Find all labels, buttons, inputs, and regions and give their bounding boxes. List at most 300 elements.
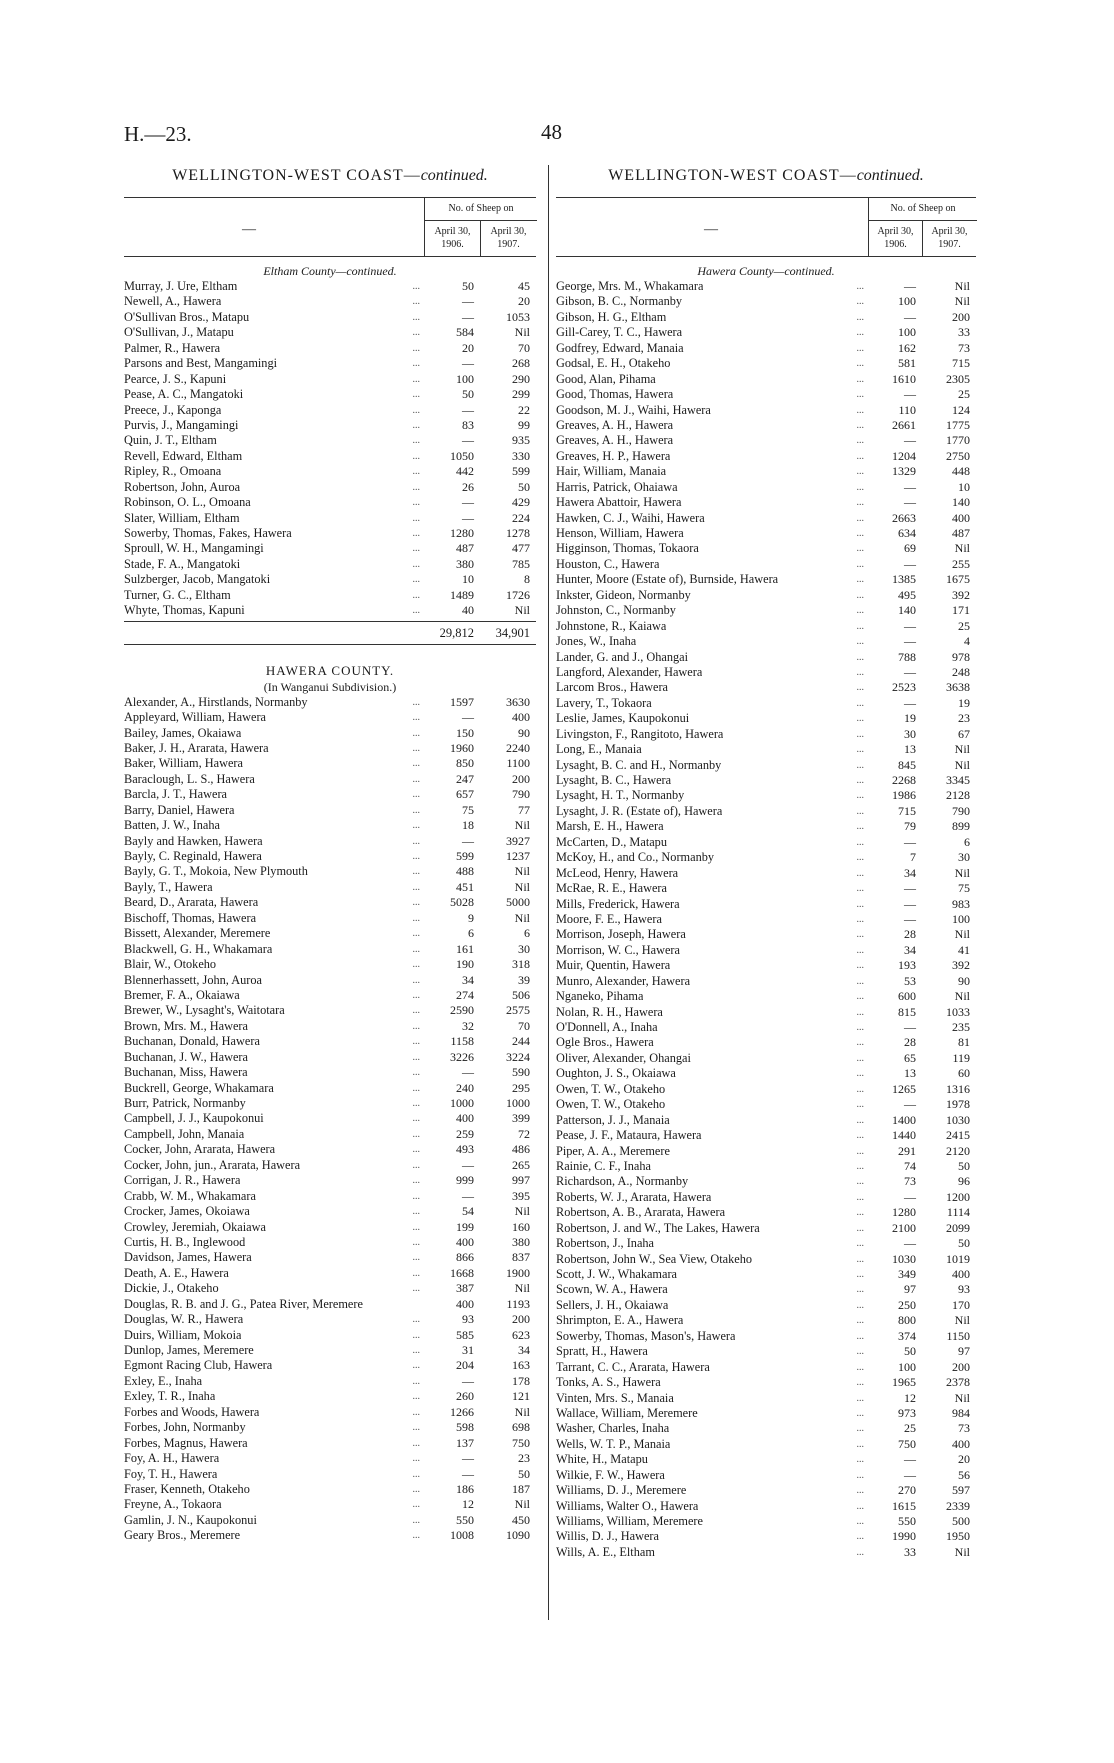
sheep-1907: 265 xyxy=(512,1157,530,1172)
owner-name: Tonks, A. S., Hawera xyxy=(556,1375,661,1390)
sheep-1906: 93 xyxy=(462,1312,474,1327)
owner-name: Lysaght, J. R. (Estate of), Hawera xyxy=(556,803,723,818)
sheep-1907: Nil xyxy=(954,927,970,942)
leader-dots: ... xyxy=(856,419,864,431)
leader-dots: ... xyxy=(412,1098,420,1109)
leader-dots: ... xyxy=(412,1113,420,1125)
sheep-1906: 140 xyxy=(898,603,916,618)
table-row xyxy=(124,1297,536,1312)
owner-name: Campbell, J. J., Kaupokonui xyxy=(124,1111,264,1126)
owner-name: Freyne, A., Tokaora xyxy=(124,1497,222,1512)
sheep-1907: 984 xyxy=(952,1405,970,1420)
report-code: H.—23. xyxy=(124,122,192,146)
leader-dots: ... xyxy=(412,605,420,617)
table-row xyxy=(124,1482,536,1497)
sheep-1907: Nil xyxy=(954,1313,970,1328)
owner-name: Exley, E., Inaha xyxy=(124,1373,203,1388)
leader-dots: ... xyxy=(412,373,420,385)
sheep-1906: 581 xyxy=(898,356,916,371)
leader-dots: ... xyxy=(412,1375,420,1387)
owner-name: Douglas, R. B. and J. G., Patea River, Meremere xyxy=(124,1296,363,1311)
leader-dots: ... xyxy=(856,1392,864,1404)
owner-name: Appleyard, William, Hawera xyxy=(124,710,267,725)
leader-dots: ... xyxy=(412,296,420,308)
leader-dots: ... xyxy=(856,697,864,709)
sheep-1907: 1278 xyxy=(506,526,530,540)
sheep-1907: 75 xyxy=(958,881,970,896)
sheep-1907: 163 xyxy=(512,1358,530,1373)
sheep-1907: 3927 xyxy=(506,833,530,848)
section-subheading: (In Wanganui Subdivision.) xyxy=(263,679,397,694)
leader-dots: ... xyxy=(412,1067,420,1079)
leader-dots: ... xyxy=(412,1144,420,1156)
owner-name: Lander, G. and J., Ohangai xyxy=(556,649,688,664)
sheep-1906: 26 xyxy=(462,479,474,494)
sheep-1906: 28 xyxy=(904,1035,916,1050)
owner-name: Bischoff, Thomas, Hawera xyxy=(124,910,257,925)
sheep-1907: 790 xyxy=(512,787,530,802)
sheep-1907: 318 xyxy=(512,957,530,972)
sheep-1907: 45 xyxy=(518,279,530,293)
owner-name: Alexander, A., Hirstlands, Normanby xyxy=(124,694,308,709)
leader-dots: ... xyxy=(856,1052,864,1064)
owner-name: Shrimpton, E. A., Hawera xyxy=(556,1313,684,1328)
table-row xyxy=(556,1066,976,1081)
leader-dots: ... xyxy=(856,759,864,771)
sheep-1907: 597 xyxy=(952,1483,970,1498)
sheep-1907: 30 xyxy=(518,941,530,956)
owner-name: Greaves, A. H., Hawera xyxy=(556,433,674,448)
leader-dots: ... xyxy=(412,311,420,323)
owner-name: Sowerby, Thomas, Mason's, Hawera xyxy=(556,1328,736,1343)
sheep-1907: 3630 xyxy=(506,694,530,709)
sheep-1906: 34 xyxy=(462,972,474,987)
sheep-1907: Nil xyxy=(954,742,970,757)
owner-name: Whyte, Thomas, Kapuni xyxy=(124,603,245,618)
sheep-1906: — xyxy=(904,1189,916,1204)
table-row xyxy=(124,942,536,957)
sheep-1906: — xyxy=(462,356,474,371)
sheep-1906: 973 xyxy=(898,1405,916,1420)
sheep-1907: 96 xyxy=(958,1174,970,1189)
table-row xyxy=(124,818,536,833)
leader-dots: ... xyxy=(856,775,864,786)
leader-dots: ... xyxy=(856,1114,864,1126)
sheep-1906: 634 xyxy=(898,526,916,540)
sheep-1906: 999 xyxy=(456,1173,474,1188)
sheep-1907: 50 xyxy=(518,1466,530,1481)
owner-name: Robertson, John, Auroa xyxy=(124,479,241,494)
sheep-1907: 50 xyxy=(518,479,530,494)
leader-dots: ... xyxy=(856,929,864,941)
sheep-1907: 20 xyxy=(518,294,530,309)
owner-name: Baker, William, Hawera xyxy=(124,756,243,771)
sheep-1906: 79 xyxy=(904,819,916,834)
sheep-1907: 187 xyxy=(512,1481,530,1496)
sheep-1907: Nil xyxy=(954,279,970,293)
sheep-1907: 392 xyxy=(952,587,970,602)
sheep-1906: 657 xyxy=(456,787,474,802)
table-row xyxy=(124,1250,536,1265)
leader-dots: ... xyxy=(856,389,864,401)
table-row xyxy=(124,926,536,941)
sheep-1906: 34 xyxy=(904,942,916,957)
leader-dots: ... xyxy=(412,1468,420,1480)
table-row xyxy=(124,1358,536,1373)
owner-name: McLeod, Henry, Hawera xyxy=(556,865,679,880)
sheep-1906: 2100 xyxy=(892,1220,916,1235)
table-row xyxy=(556,835,976,850)
sheep-1907: 6 xyxy=(964,834,970,849)
sheep-1906: — xyxy=(462,1065,474,1080)
sheep-1907: 1000 xyxy=(506,1096,530,1110)
owner-name: Forbes, Magnus, Hawera xyxy=(124,1435,248,1450)
table-row xyxy=(556,881,976,896)
sheep-1907: 119 xyxy=(952,1050,970,1065)
sheep-1907: 124 xyxy=(952,402,970,417)
sheep-1906: 18 xyxy=(462,818,474,833)
leader-dots: ... xyxy=(412,851,420,862)
leader-dots: ... xyxy=(856,867,864,879)
owner-name: Death, A. E., Hawera xyxy=(124,1265,229,1280)
sheep-1907: 6 xyxy=(524,926,530,941)
owner-name: Lysaght, B. C. and H., Normanby xyxy=(556,757,722,772)
owner-name: Long, E., Manaia xyxy=(556,742,642,757)
sheep-1906: — xyxy=(904,618,916,633)
owner-name: Henson, William, Hawera xyxy=(556,526,684,540)
sheep-1907: 97 xyxy=(958,1344,970,1359)
leader-dots: ... xyxy=(856,1222,864,1234)
sheep-1906: 50 xyxy=(462,387,474,402)
owner-name: Scown, W. A., Hawera xyxy=(556,1282,668,1297)
table-row xyxy=(124,356,536,371)
owner-name: Houston, C., Hawera xyxy=(556,556,660,571)
leader-dots: ... xyxy=(412,1483,420,1495)
right-column xyxy=(556,165,976,1560)
table-row xyxy=(556,958,976,973)
sheep-1907: 70 xyxy=(518,340,530,355)
table-row xyxy=(124,403,536,418)
leader-dots: ... xyxy=(856,728,864,740)
owner-name: Richardson, A., Normanby xyxy=(556,1174,689,1189)
leader-dots: ... xyxy=(412,1082,420,1094)
table-row xyxy=(556,650,976,665)
sheep-1906: 28 xyxy=(904,927,916,942)
table-row xyxy=(556,742,976,757)
sheep-1907: 1978 xyxy=(946,1097,970,1112)
leader-dots: ... xyxy=(412,512,420,524)
leader-dots: ... xyxy=(856,605,864,617)
table-row xyxy=(556,403,976,418)
leader-dots: ... xyxy=(856,1238,864,1250)
sheep-1907: 2339 xyxy=(946,1498,970,1513)
sheep-1906: 97 xyxy=(904,1282,916,1297)
table-row xyxy=(124,1420,536,1435)
sheep-1906: 2523 xyxy=(892,680,916,695)
table-row xyxy=(124,1374,536,1389)
table-row xyxy=(124,1328,536,1343)
table-row xyxy=(556,1313,976,1328)
sheep-1907: 244 xyxy=(512,1034,530,1049)
sheep-1907: 2575 xyxy=(506,1003,530,1018)
sheep-1906: 1615 xyxy=(892,1498,916,1513)
sheep-1907: 1030 xyxy=(946,1112,970,1127)
sheep-1906: 1965 xyxy=(892,1375,916,1390)
sheep-1906: — xyxy=(904,1452,916,1467)
table-row xyxy=(124,1050,536,1065)
sheep-1906: 845 xyxy=(898,757,916,772)
owner-name: Purvis, J., Mangamingi xyxy=(124,417,239,432)
table-row xyxy=(124,1343,536,1358)
sheep-1906: 2661 xyxy=(892,417,916,432)
sheep-1906: 193 xyxy=(898,958,916,973)
name-column-header: — xyxy=(704,222,718,237)
leader-dots: ... xyxy=(412,574,420,586)
owner-name: Buckrell, George, Whakamara xyxy=(124,1080,274,1095)
sheep-1907: Nil xyxy=(514,1281,530,1296)
sheep-1906: 400 xyxy=(456,1234,474,1249)
table-row xyxy=(556,1499,976,1514)
leader-dots: ... xyxy=(856,1377,864,1389)
owner-name: Campbell, John, Manaia xyxy=(124,1126,245,1141)
sheep-1906: 30 xyxy=(904,726,916,741)
table-row xyxy=(556,1144,976,1159)
sheep-1907: 100 xyxy=(952,911,970,926)
owner-name: Beard, D., Ararata, Hawera xyxy=(124,895,259,910)
sheep-1906: 13 xyxy=(904,1066,916,1081)
leader-dots: ... xyxy=(412,1206,420,1218)
owner-name: Curtis, H. B., Inglewood xyxy=(124,1234,246,1249)
sheep-1907: 255 xyxy=(952,556,970,571)
leader-dots: ... xyxy=(412,928,420,940)
table-row xyxy=(124,880,536,895)
owner-name: Crowley, Jeremiah, Okaiawa xyxy=(124,1219,266,1234)
sheep-1907: 1775 xyxy=(946,417,970,432)
sheep-1906: — xyxy=(904,634,916,649)
leader-dots: ... xyxy=(856,821,864,833)
table-row xyxy=(124,1189,536,1204)
leader-dots: ... xyxy=(412,804,420,816)
leader-dots: ... xyxy=(856,713,864,725)
table-row xyxy=(556,310,976,325)
sheep-1907: Nil xyxy=(954,757,970,772)
owner-name: Bailey, James, Okaiawa xyxy=(124,725,242,740)
owner-name: Jones, W., Inaha xyxy=(556,634,637,649)
leader-dots: ... xyxy=(856,1454,864,1466)
leader-dots: ... xyxy=(856,1006,864,1018)
table-row xyxy=(556,619,976,634)
table-header xyxy=(556,197,976,257)
owner-name: Tarrant, C. C., Ararata, Hawera xyxy=(556,1359,710,1374)
table-row xyxy=(556,433,976,448)
sheep-1906: 493 xyxy=(456,1142,474,1157)
sheep-1907: 56 xyxy=(958,1467,970,1482)
sheep-1906: 600 xyxy=(898,989,916,1004)
owner-name: Sulzberger, Jacob, Mangatoki xyxy=(124,572,271,587)
leader-dots: ... xyxy=(856,497,864,509)
table-row xyxy=(124,710,536,725)
table-row xyxy=(556,1406,976,1421)
sheep-1906: 53 xyxy=(904,973,916,988)
sheep-1907: 22 xyxy=(518,402,530,417)
leader-dots: ... xyxy=(412,481,420,493)
table-row xyxy=(556,572,976,587)
sheep-1907: 1100 xyxy=(506,756,530,771)
sheep-1906: 1990 xyxy=(892,1529,916,1544)
leader-dots: ... xyxy=(412,1437,420,1449)
sheep-1907: 8 xyxy=(524,572,530,587)
leader-dots: ... xyxy=(856,1068,864,1080)
sheep-1907: 2120 xyxy=(946,1143,970,1158)
leader-dots: ... xyxy=(856,1160,864,1172)
leader-dots: ... xyxy=(412,696,420,708)
leader-dots: ... xyxy=(412,1128,420,1140)
leader-dots: ... xyxy=(412,1514,420,1526)
sheep-1906: 6 xyxy=(468,926,474,941)
sheep-1907: 70 xyxy=(518,1018,530,1033)
sheep-1906: 3226 xyxy=(450,1049,474,1064)
leader-dots: ... xyxy=(856,1099,864,1111)
sheep-1906: — xyxy=(462,1157,474,1172)
sheep-1907: 200 xyxy=(952,309,970,324)
owner-name: Newell, A., Hawera xyxy=(124,294,222,309)
table-row xyxy=(124,1096,536,1111)
sheep-1906: 1400 xyxy=(892,1112,916,1127)
owner-name: Lysaght, H. T., Normanby xyxy=(556,788,685,803)
sheep-1907: Nil xyxy=(954,1390,970,1405)
table-row xyxy=(556,588,976,603)
owner-name: Quin, J. T., Eltham xyxy=(124,433,217,448)
table-row xyxy=(556,1344,976,1359)
table-row xyxy=(556,480,976,495)
leader-dots: ... xyxy=(412,450,420,462)
sheep-1907: 2750 xyxy=(946,448,970,463)
sheep-1907: 837 xyxy=(512,1250,530,1265)
leader-dots: ... xyxy=(412,466,420,478)
owner-name: Rainie, C. F., Inaha xyxy=(556,1158,651,1173)
owner-name: Pease, J. F., Mataura, Hawera xyxy=(556,1128,702,1143)
table-row xyxy=(556,1035,976,1050)
sheep-1907: 997 xyxy=(512,1173,530,1188)
leader-dots: ... xyxy=(856,1330,864,1342)
owner-name: Turner, G. C., Eltham xyxy=(124,587,231,602)
leader-dots: ... xyxy=(412,327,420,339)
owner-name: Roberts, W. J., Ararata, Hawera xyxy=(556,1189,712,1204)
year1-header: April 30, 1906. xyxy=(424,220,480,256)
sheep-1906: 1668 xyxy=(450,1265,474,1280)
sheep-1907: Nil xyxy=(514,864,530,879)
sheep-1906: 54 xyxy=(462,1204,474,1219)
leader-dots: ... xyxy=(856,1191,864,1203)
sheep-1906: 1986 xyxy=(892,788,916,803)
table-row xyxy=(556,974,976,989)
owner-name: Nganeko, Pihama xyxy=(556,989,644,1004)
owner-name: Barry, Daniel, Hawera xyxy=(124,802,235,817)
sheep-1906: 550 xyxy=(898,1514,916,1528)
owner-name: Gibson, B. C., Normanby xyxy=(556,294,683,309)
owner-name: Baraclough, L. S., Hawera xyxy=(124,771,255,786)
sheep-1907: 50 xyxy=(958,1158,970,1173)
sheep-1906: — xyxy=(462,1188,474,1203)
sheep-1907: 3638 xyxy=(946,680,970,695)
owner-name: Lavery, T., Tokaora xyxy=(556,695,652,710)
sheep-1907: 698 xyxy=(512,1420,530,1435)
sheep-1907: Nil xyxy=(954,865,970,880)
sheep-1907: 400 xyxy=(952,510,970,525)
leader-dots: ... xyxy=(856,543,864,555)
table-row xyxy=(124,557,536,572)
table-row xyxy=(556,1391,976,1406)
leader-dots: ... xyxy=(856,960,864,972)
owner-name: Inkster, Gideon, Normanby xyxy=(556,587,691,602)
table-row xyxy=(556,866,976,881)
table-row xyxy=(124,572,536,587)
sheep-1907: 140 xyxy=(952,495,970,510)
owner-name: Batten, J. W., Inaha xyxy=(124,818,220,833)
owner-name: Wells, W. T. P., Manaia xyxy=(556,1436,671,1451)
sheep-1907: Nil xyxy=(514,1497,530,1512)
sheep-1906: 5028 xyxy=(450,895,474,910)
sheep-1907: 487 xyxy=(952,526,970,540)
owner-name: Duirs, William, Mokoia xyxy=(124,1327,242,1342)
owner-name: Brewer, W., Lysaght's, Waitotara xyxy=(124,1003,285,1018)
leader-dots: ... xyxy=(856,1130,864,1142)
leader-dots: ... xyxy=(856,836,864,848)
sheep-1907: 33 xyxy=(958,325,970,340)
sheep-1907: Nil xyxy=(514,1204,530,1219)
leader-dots: ... xyxy=(412,1051,420,1063)
owner-name: Godfrey, Edward, Manaia xyxy=(556,340,684,355)
owner-name: Higginson, Thomas, Tokaora xyxy=(556,541,699,556)
sheep-1907: Nil xyxy=(514,1404,530,1419)
owner-name: Spratt, H., Hawera xyxy=(556,1344,648,1359)
sheep-1906: 1329 xyxy=(892,464,916,479)
owner-name: Exley, T. R., Inaha xyxy=(124,1389,216,1404)
sheep-1906: 400 xyxy=(456,1296,474,1311)
sheep-1907: 67 xyxy=(958,726,970,741)
table-row xyxy=(124,1266,536,1281)
owner-name: Robertson, John W., Sea View, Otakeho xyxy=(556,1251,752,1266)
leader-dots: ... xyxy=(856,512,864,524)
leader-dots: ... xyxy=(412,959,420,971)
table-row xyxy=(556,634,976,649)
sheep-1906: 100 xyxy=(898,294,916,309)
sheep-1907: 1090 xyxy=(506,1528,530,1543)
sheep-1907: 1675 xyxy=(946,572,970,587)
owner-name: Muir, Quentin, Hawera xyxy=(556,958,671,973)
sheep-1907: 178 xyxy=(512,1373,530,1388)
owner-name: Scott, J. W., Whakamara xyxy=(556,1267,678,1281)
leader-dots: ... xyxy=(856,1485,864,1497)
table-row xyxy=(556,1221,976,1236)
owner-name: Owen, T. W., Otakeho xyxy=(556,1097,666,1112)
section-heading: Hawera County—continued. xyxy=(697,264,835,278)
table-row xyxy=(124,1312,536,1327)
sheep-1907: 506 xyxy=(512,987,530,1002)
sheep-1907: 2128 xyxy=(946,788,970,803)
table-row xyxy=(124,1065,536,1080)
table-row xyxy=(124,1019,536,1034)
owner-name: Blennerhassett, John, Auroa xyxy=(124,972,262,987)
sheep-1907: 1726 xyxy=(506,587,530,602)
sheep-1907: 73 xyxy=(958,340,970,355)
leader-dots: ... xyxy=(856,558,864,570)
leader-dots: ... xyxy=(412,1236,420,1248)
table-row xyxy=(556,1205,976,1220)
table-row xyxy=(124,1034,536,1049)
total-1907: 34,901 xyxy=(495,625,530,640)
total-row xyxy=(124,621,536,645)
